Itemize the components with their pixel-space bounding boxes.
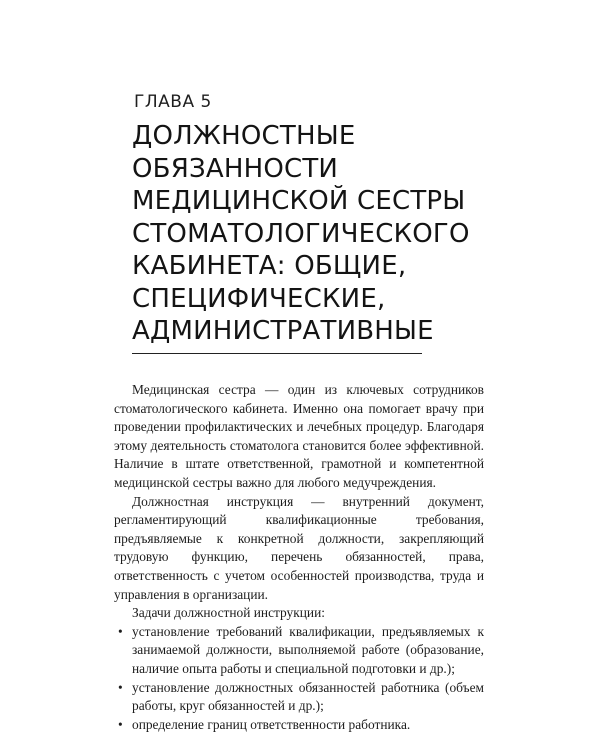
chapter-title-line: СТОМАТОЛОГИЧЕСКОГО <box>132 218 470 249</box>
chapter-title-line: ОБЯЗАННОСТИ <box>132 153 339 184</box>
chapter-title-line: СПЕЦИФИЧЕСКИЕ, <box>132 283 386 314</box>
chapter-title-line: АДМИНИСТРАТИВНЫЕ <box>132 316 434 346</box>
bullet-icon: • <box>118 679 123 695</box>
paragraph-intro: Медицинская сестра — один из ключевых сотрудников стоматологического кабинета. Именно она помогает врачу при проведении профилактических и лечебных процедур. Благодаря этому деятельность стоматолога становится более эффективной. Наличие в штате ответственной, грамотной и компетентной медицинской сестры важно для любого медучреждения. <box>114 382 484 490</box>
chapter-title <box>132 120 470 348</box>
tasks-list <box>114 623 484 735</box>
list-item-text: установление требований квалификации, предъявляемых к занимаемой должности, выполняемой работе (образование, наличие опыта работы и специальной подготовки и др.); <box>132 623 484 676</box>
chapter-label: ГЛАВА 5 <box>134 92 212 112</box>
list-item <box>114 679 484 716</box>
chapter-title-line: ДОЛЖНОСТНЫЕ <box>132 121 356 151</box>
paragraph-instruction-definition: Должностная инструкция — внутренний документ, регламентирующий квалификационные требования, предъявляемые к конкретной должности, закрепляющий трудовую функцию, перечень обязанностей, права, ответственность с учетом особенностей производства, труда и управления в организации. <box>114 493 484 602</box>
bullet-icon: • <box>118 716 123 732</box>
chapter-title-line: КАБИНЕТА: ОБЩИЕ, <box>132 251 407 281</box>
chapter-title-line: МЕДИЦИНСКОЙ СЕСТРЫ <box>132 186 466 216</box>
body-text <box>114 381 484 734</box>
list-item <box>114 623 484 679</box>
list-item-text: определение границ ответственности работника. <box>132 716 411 732</box>
title-divider <box>132 353 422 354</box>
list-item <box>114 716 484 735</box>
bullet-icon: • <box>118 623 123 639</box>
paragraph-tasks-heading: Задачи должностной инструкции: <box>132 605 325 621</box>
list-item-text: установление должностных обязанностей работника (объем работы, круг обязанностей и др.); <box>132 679 484 714</box>
